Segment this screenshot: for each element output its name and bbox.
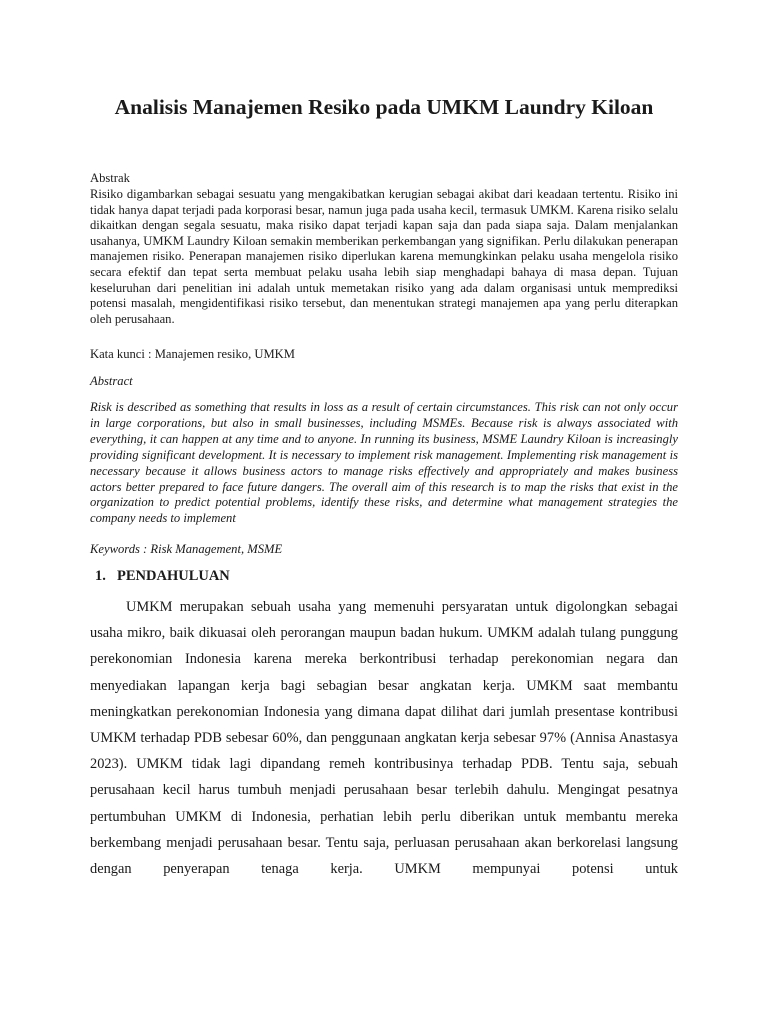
section-heading: [95, 567, 230, 585]
section-number: 1.: [95, 568, 106, 584]
section-title: PENDAHULUAN: [117, 568, 230, 584]
intro-paragraph: UMKM merupakan sebuah usaha yang memenuhi persyaratan untuk digolongkan sebagai usaha mikro, baik dikuasai oleh perorangan maupun badan hukum. UMKM adalah tulang punggung perekonomian Indonesia karena mereka berkontribusi terhadap perekonomian negara dan menyediakan lapangan kerja bagi sebagian besar angkatan kerja. UMKM saat membantu meningkatkan perekonomian Indonesia yang dimana dapat dilihat dari jumlah presentase kontribusi UMKM terhadap PDB sebesar 60%, dan penggunaan angkatan kerja sebesar 97% (Annisa Anastasya 2023). UMKM tidak lagi dipandang remeh kontribusinya terhadap PDB. Tentu saja, sebuah perusahaan kecil harus tumbuh menjadi perusahaan besar terlebih dahulu. Mengingat pesatnya pertumbuhan UMKM di Indonesia, perhatian lebih perlu diberikan untuk membantu mereka berkembang menjadi perusahaan besar. Tentu saja, perluasan perusahaan akan berkorelasi langsung dengan penyerapan tenaga kerja. UMKM mempunyai potensi untuk: [90, 599, 678, 878]
abstract-heading: Abstract: [90, 374, 133, 388]
abstrak-body: Risiko digambarkan sebagai sesuatu yang mengakibatkan kerugian sebagai akibat dari keadaan tertentu. Risiko ini tidak hanya dapat terjadi pada korporasi besar, namun juga pada usaha kecil, termasuk UMKM. Karena risiko selalu dikaitkan dengan segala sesuatu, maka risiko dapat terjadi kapan saja dan pada siapa saja. Dalam menjalankan usahanya, UMKM Laundry Kiloan semakin memberikan perkembangan yang signifikan. Perlu dilakukan penerapan manajemen risiko. Penerapan manajemen risiko diperlukan karena memungkinkan pelaku usaha mengelola risiko secara efektif dan tepat serta membuat pelaku usaha lebih siap menghadapi bahaya di masa depan. Tujuan keseluruhan dari penelitian ini adalah untuk memetakan risiko yang ada dalam organisasi untuk memprediksi potensi masalah, mengidentifikasi risiko tersebut, dan menentukan strategi manajemen apa yang perlu diterapkan oleh perusahaan.: [90, 187, 678, 326]
paper-title: Analisis Manajemen Resiko pada UMKM Laundry Kiloan: [114, 95, 654, 119]
keywords: Keywords : Risk Management, MSME: [90, 542, 283, 556]
abstract-body: Risk is described as something that results in loss as a result of certain circumstances. This risk can not only occur in large corporations, but also in small businesses, including MSMEs. Because risk is always associated with everything, it can happen at any time and to anyone. In running its business, MSME Laundry Kiloan is increasingly providing significant development. It is necessary to implement risk management. Implementing risk management is necessary because it allows business actors to manage risks effectively and appropriately and makes business actors better prepared to face future dangers. The overall aim of this research is to map the risks that exist in the organization to predict potential problems, identify these risks, and determine what management strategies the company needs to implement: [90, 400, 678, 526]
kata-kunci: Kata kunci : Manajemen resiko, UMKM: [90, 347, 295, 361]
abstrak-heading: Abstrak: [90, 171, 130, 185]
